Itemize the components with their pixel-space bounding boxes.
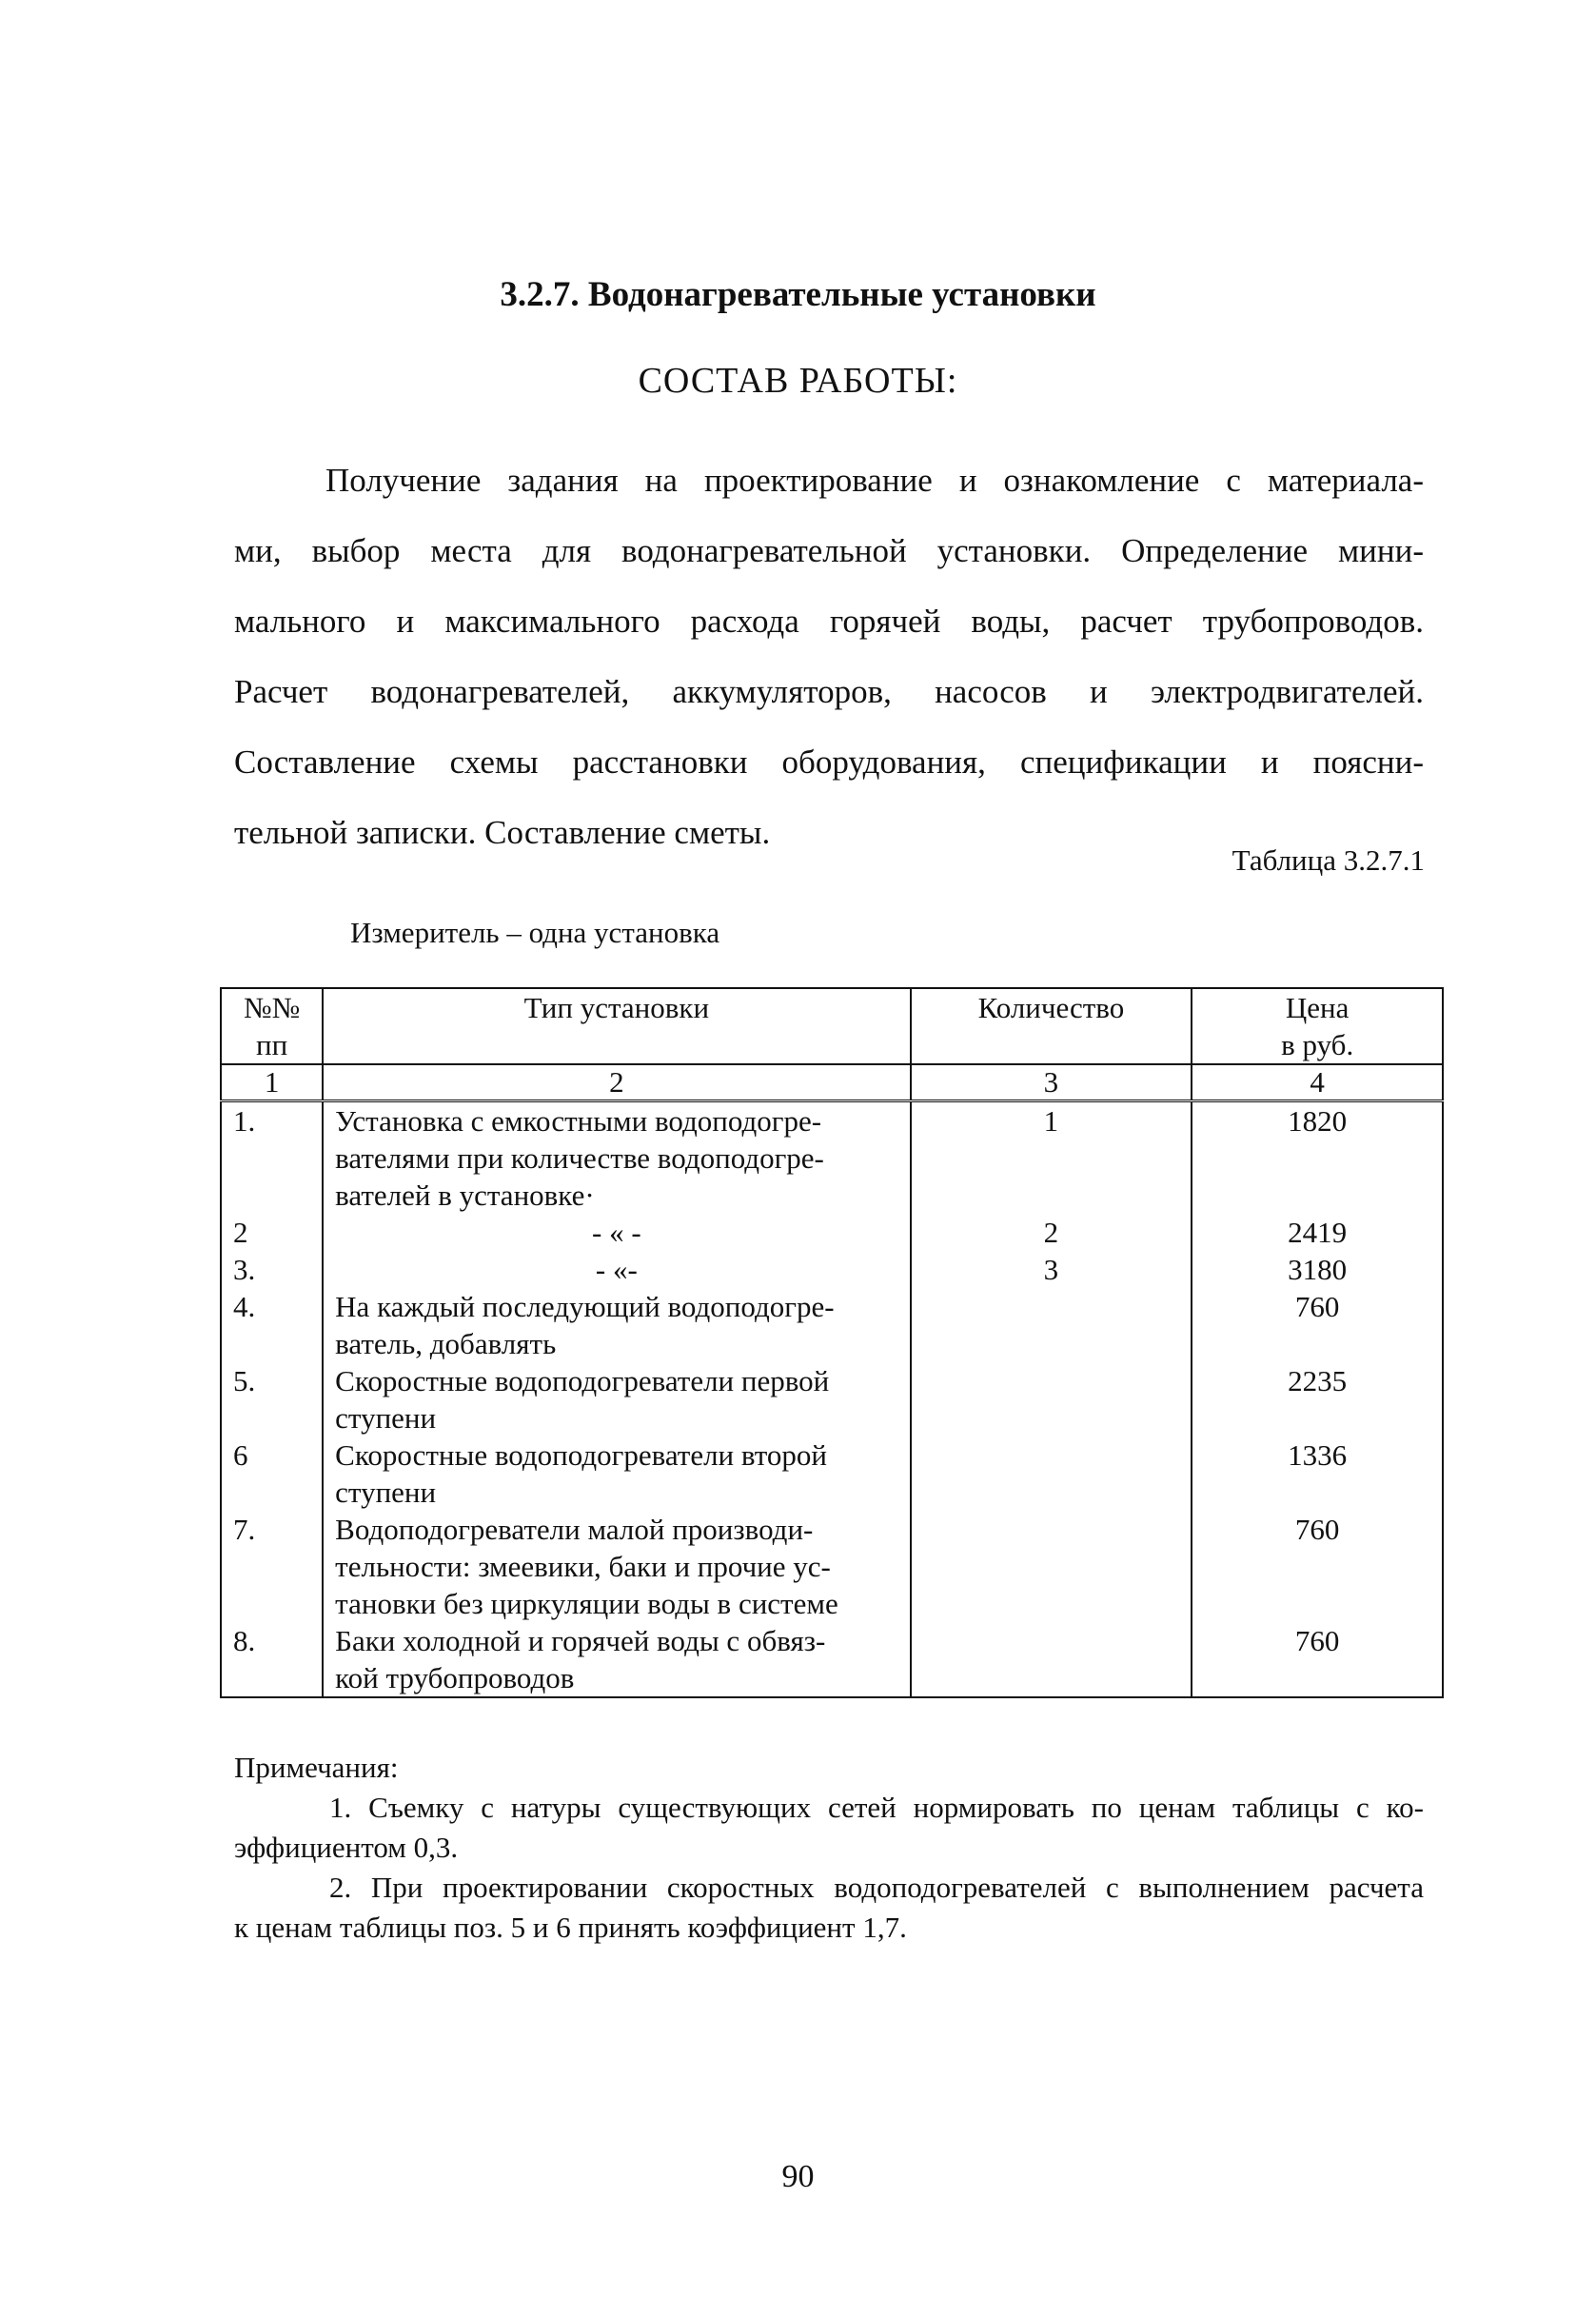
body-line: тельной записки. Составление сметы.: [234, 814, 771, 851]
row-quantity: [911, 1622, 1192, 1697]
row-number: 3.: [221, 1251, 323, 1288]
row-type-line: - «-: [595, 1253, 638, 1286]
table-row: [221, 1362, 1443, 1436]
row-type: [323, 1622, 910, 1697]
row-type-line: - « -: [592, 1216, 641, 1249]
column-numbers-row: [221, 1064, 1443, 1101]
header-number-line1: №№: [244, 991, 301, 1024]
column-number: 4: [1192, 1064, 1443, 1101]
row-number: 7.: [221, 1511, 323, 1622]
row-quantity: [911, 1436, 1192, 1511]
row-price: 760: [1192, 1622, 1443, 1697]
row-type-line: Баки холодной и горячей воды с обвяз-: [335, 1624, 826, 1657]
row-type-line: ступени: [335, 1401, 437, 1435]
body-line: мального и максимального расхода горячей воды, расчет трубопроводов.: [234, 603, 1424, 640]
section-title: 3.2.7. Водонагревательные установки: [500, 275, 1096, 314]
row-type: [323, 1251, 910, 1288]
row-type: [323, 1511, 910, 1622]
row-type-line: Водоподогреватели малой производи-: [335, 1513, 814, 1546]
row-type-line: кой трубопроводов: [335, 1661, 575, 1694]
row-price: 760: [1192, 1511, 1443, 1622]
row-type-line: Скоростные водоподогреватели первой: [335, 1364, 830, 1397]
table-header-row: [221, 988, 1443, 1064]
note-line: 1. Съемку с натуры существующих сетей нормировать по ценам таблицы с ко-: [329, 1791, 1424, 1824]
note-line: 2. При проектировании скоростных водоподогревателей с выполнением расчета: [329, 1871, 1424, 1904]
row-price: 3180: [1192, 1251, 1443, 1288]
row-quantity: 2: [911, 1214, 1192, 1251]
body-line: Расчет водонагревателей, аккумуляторов, насосов и электродвигателей.: [234, 673, 1424, 710]
measure-label: Измеритель – одна установка: [350, 916, 720, 949]
column-number: 1: [221, 1064, 323, 1101]
page-number: 90: [781, 2159, 815, 2194]
header-price: [1192, 988, 1443, 1064]
row-type: [323, 1288, 910, 1362]
row-price: 2419: [1192, 1214, 1443, 1251]
header-quantity: Количество: [911, 988, 1192, 1064]
body-line: Составление схемы расстановки оборудования, спецификации и поясни-: [234, 743, 1424, 781]
row-type-line: ступени: [335, 1476, 437, 1509]
header-price-line1: Цена: [1285, 991, 1350, 1024]
header-price-line2: в руб.: [1281, 1028, 1354, 1061]
row-type-line: Установка с емкостными водоподогре-: [335, 1104, 822, 1138]
row-price: 1820: [1192, 1101, 1443, 1215]
row-quantity: [911, 1511, 1192, 1622]
row-type: [323, 1436, 910, 1511]
row-price: 760: [1192, 1288, 1443, 1362]
row-type-line: вателей в установке·: [335, 1179, 595, 1212]
table-body: [221, 1101, 1443, 1698]
work-description: [234, 446, 1424, 868]
table-caption: Таблица 3.2.7.1: [1231, 843, 1425, 877]
row-type-line: ватель, добавлять: [335, 1327, 557, 1360]
table-row: [221, 1511, 1443, 1622]
header-number: [221, 988, 323, 1064]
row-type-line: тельности: змеевики, баки и прочие ус-: [335, 1550, 831, 1583]
row-number: 8.: [221, 1622, 323, 1697]
header-number-line2: пп: [255, 1028, 288, 1061]
row-quantity: 3: [911, 1251, 1192, 1288]
header-type: Тип установки: [323, 988, 910, 1064]
row-type-line: На каждый последующий водоподогре-: [335, 1290, 835, 1323]
row-number: 2: [221, 1214, 323, 1251]
row-type-line: Скоростные водоподогреватели второй: [335, 1438, 827, 1472]
work-composition-heading: СОСТАВ РАБОТЫ:: [638, 361, 958, 401]
row-price: 1336: [1192, 1436, 1443, 1511]
note-line: к ценам таблицы поз. 5 и 6 принять коэффициент 1,7.: [234, 1911, 907, 1944]
row-quantity: 1: [911, 1101, 1192, 1215]
row-type: [323, 1214, 910, 1251]
table-row: [221, 1251, 1443, 1288]
row-number: 1.: [221, 1101, 323, 1215]
body-line: Получение задания на проектирование и ознакомление с материала-: [325, 462, 1424, 499]
row-quantity: [911, 1288, 1192, 1362]
table-row: [221, 1622, 1443, 1697]
table-row: [221, 1288, 1443, 1362]
row-type: [323, 1362, 910, 1436]
row-number: 4.: [221, 1288, 323, 1362]
notes-heading: Примечания:: [234, 1751, 399, 1784]
row-type: [323, 1101, 910, 1215]
row-quantity: [911, 1362, 1192, 1436]
row-number: 5.: [221, 1362, 323, 1436]
row-price: 2235: [1192, 1362, 1443, 1436]
note-line: эффициентом 0,3.: [234, 1831, 459, 1864]
notes: [234, 1748, 1424, 1948]
row-type-line: тановки без циркуляции воды в системе: [335, 1587, 838, 1620]
table-row: [221, 1436, 1443, 1511]
row-number: 6: [221, 1436, 323, 1511]
column-number: 2: [323, 1064, 910, 1101]
price-table: [220, 987, 1444, 1698]
body-line: ми, выбор места для водонагревательной установки. Определение мини-: [234, 532, 1424, 569]
row-type-line: вателями при количестве водоподогре-: [335, 1141, 824, 1175]
table-row: [221, 1101, 1443, 1215]
table-row: [221, 1214, 1443, 1251]
column-number: 3: [911, 1064, 1192, 1101]
